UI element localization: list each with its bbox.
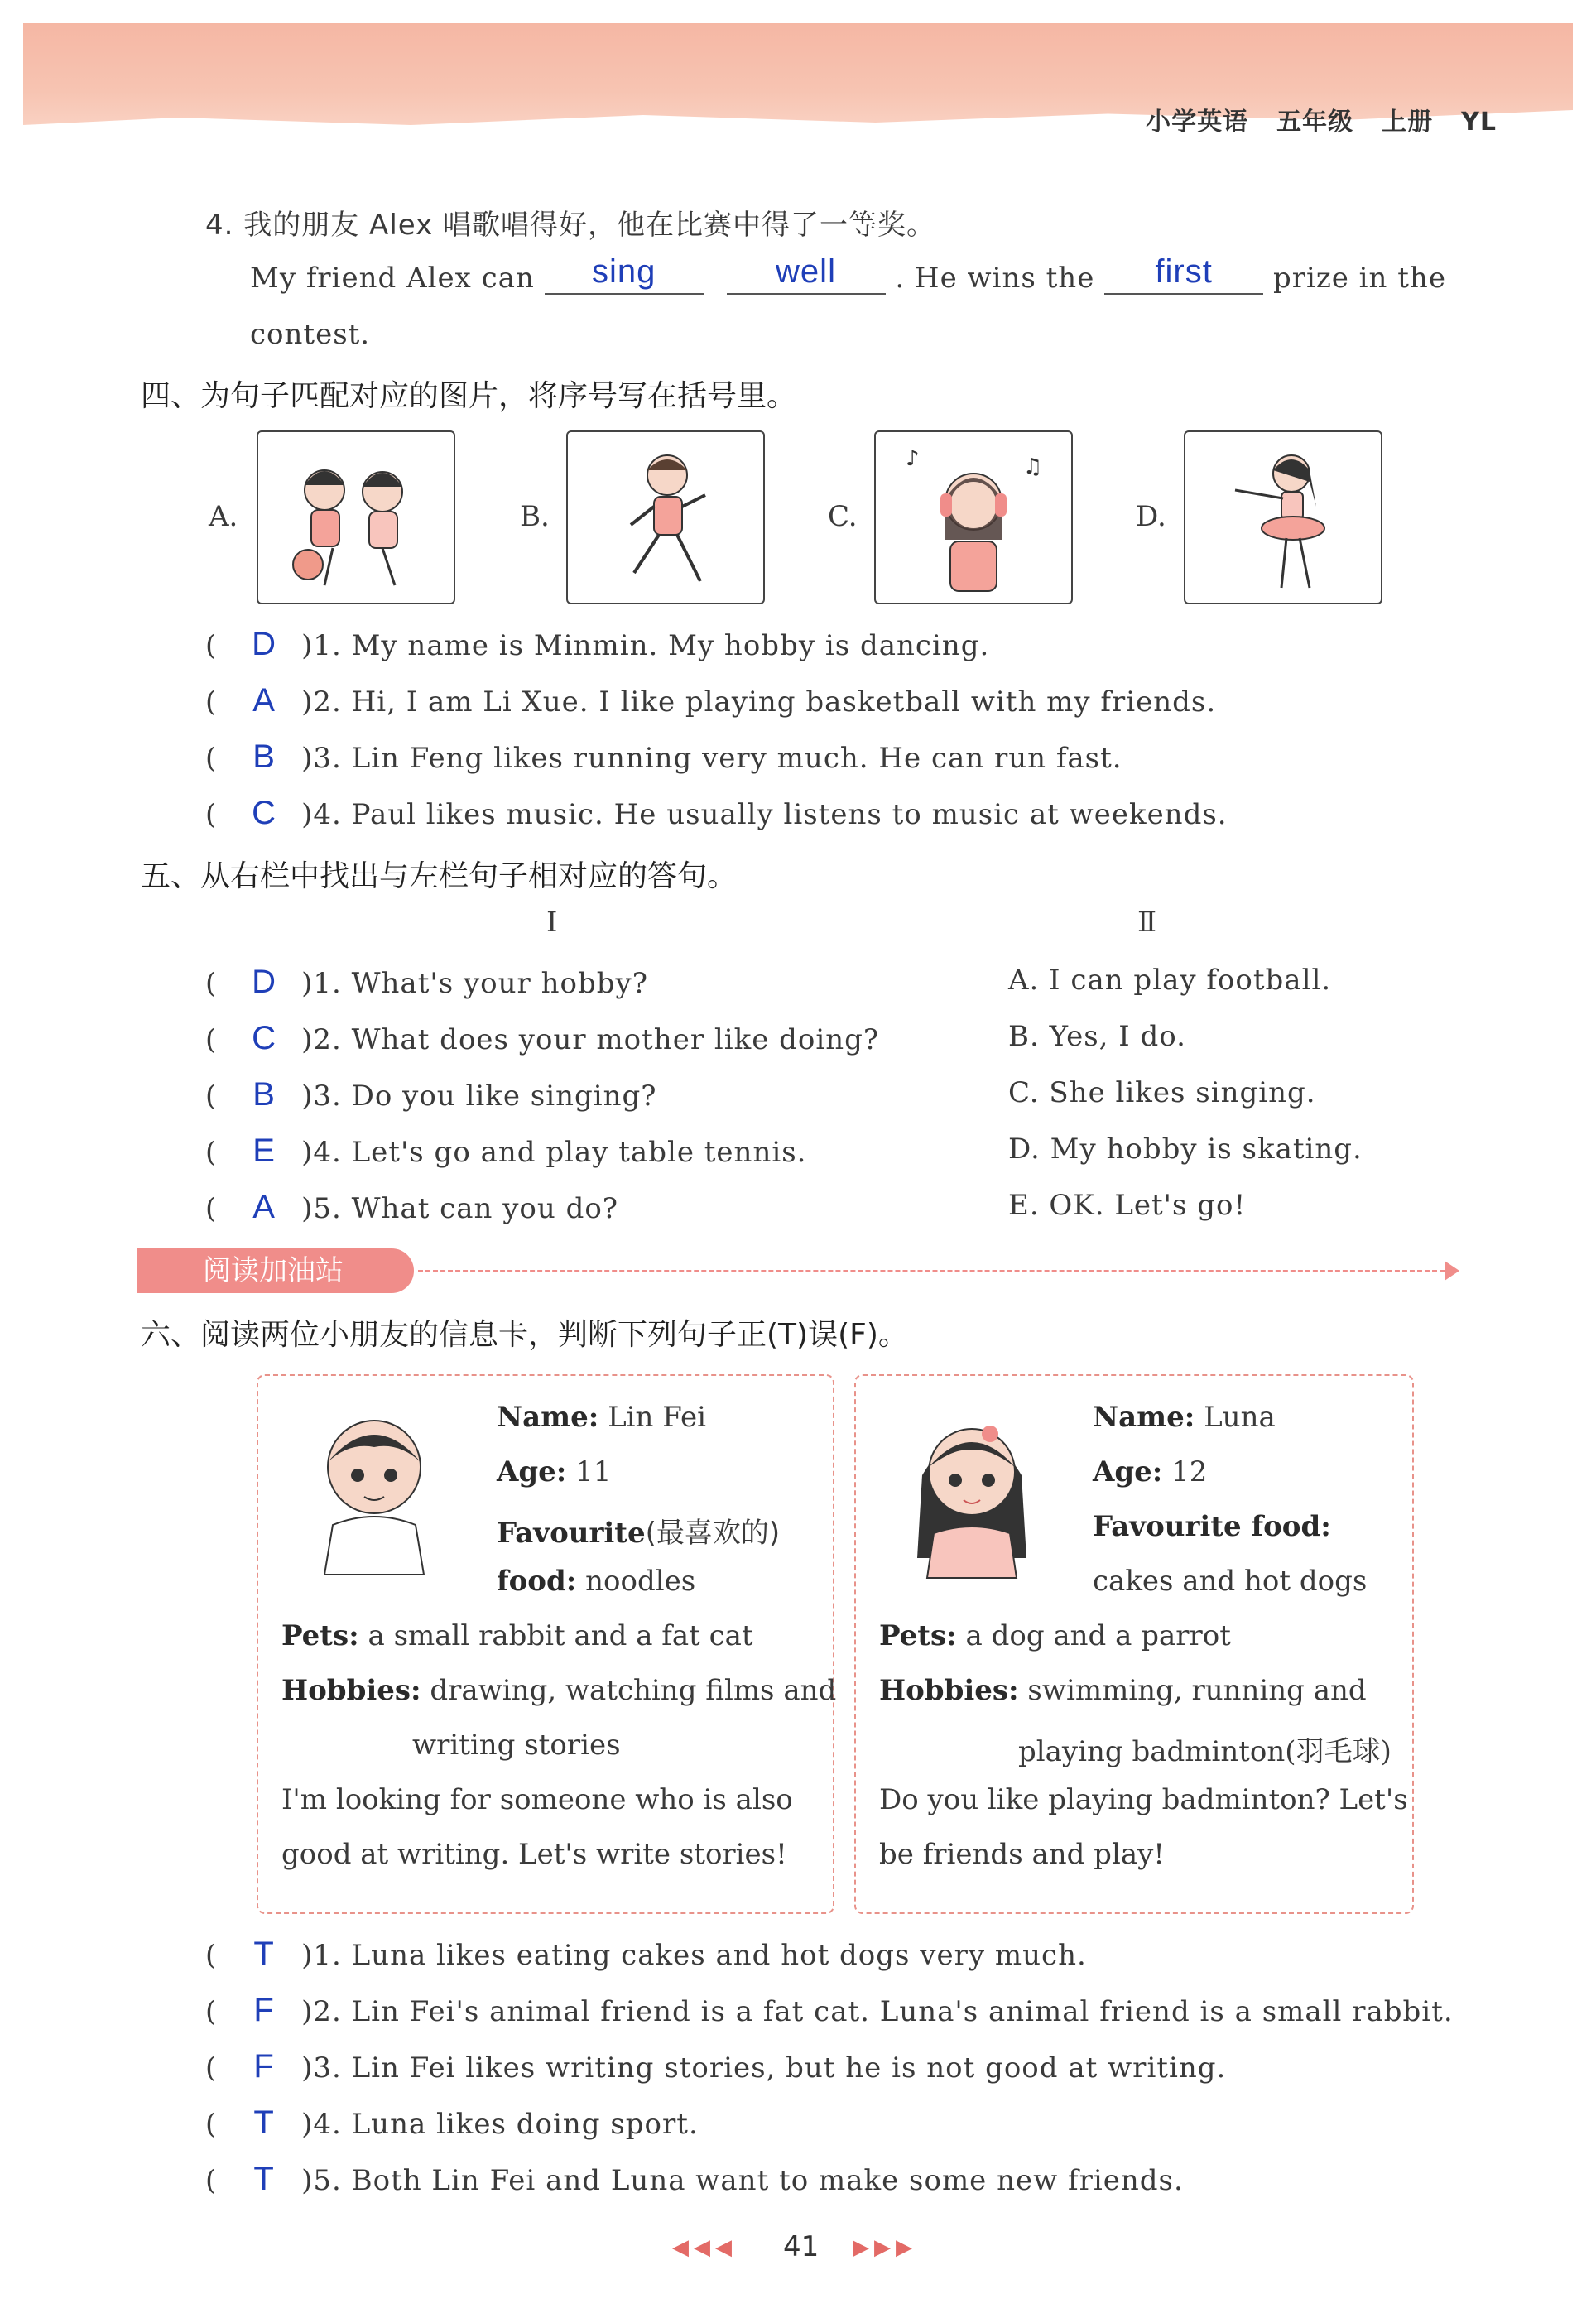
s5-item-2: ( C )2. What does your mother like doing? bbox=[205, 1020, 880, 1056]
reading-section-banner: 阅读加油站 bbox=[137, 1248, 414, 1293]
luna-avatar bbox=[897, 1401, 1046, 1583]
s5-right-e: E. OK. Let's go! bbox=[1008, 1189, 1247, 1222]
running-boy-illustration bbox=[568, 432, 763, 603]
answer-slot[interactable]: C bbox=[252, 795, 277, 831]
s5-item-1: ( D )1. What's your hobby? bbox=[205, 964, 648, 1000]
answer-slot[interactable]: D bbox=[252, 626, 277, 662]
picture-b-running bbox=[566, 430, 765, 604]
pic-label-c: C. bbox=[828, 500, 858, 533]
q4-english: My friend Alex can sing well . He wins the first prize in the bbox=[250, 253, 1446, 295]
girl-headphones-illustration bbox=[876, 432, 1071, 603]
answer-slot[interactable]: B bbox=[252, 1076, 276, 1113]
picture-d-dancing bbox=[1184, 430, 1382, 604]
s6-item-4: ( T )4. Luna likes doing sport. bbox=[205, 2104, 699, 2141]
s5-item-5: ( A )5. What can you do? bbox=[205, 1189, 619, 1225]
book-info: 小学英语 五年级 上册 YL bbox=[1146, 108, 1497, 137]
answer-slot[interactable]: A bbox=[252, 1189, 276, 1225]
page-number: 41 bbox=[783, 2230, 820, 2263]
lin-fei-avatar bbox=[300, 1401, 449, 1583]
answer-slot[interactable]: B bbox=[252, 738, 276, 775]
answer-slot[interactable]: F bbox=[253, 2048, 275, 2085]
s5-item-3: ( B )3. Do you like singing? bbox=[205, 1076, 657, 1113]
s4-item-3: ( B )3. Lin Feng likes running very much. He can run fast. bbox=[205, 738, 1122, 775]
s5-right-a: A. I can play football. bbox=[1008, 964, 1332, 997]
section-5-title: 五、从右栏中找出与左栏句子相对应的答句。 bbox=[141, 859, 738, 893]
s5-right-c: C. She likes singing. bbox=[1008, 1076, 1316, 1109]
answer-slot[interactable]: A bbox=[252, 682, 276, 719]
q4-chinese: 4. 我的朋友 Alex 唱歌唱得好，他在比赛中得了一等奖。 bbox=[205, 209, 936, 242]
arrow-right-icon bbox=[1445, 1261, 1459, 1281]
pic-label-d: D. bbox=[1136, 500, 1166, 533]
s4-item-1: ( D )1. My name is Minmin. My hobby is dancing. bbox=[205, 626, 990, 662]
prev-page-icon[interactable]: ◀◀◀ bbox=[672, 2235, 737, 2260]
s5-right-b: B. Yes, I do. bbox=[1008, 1020, 1186, 1053]
pic-label-a: A. bbox=[209, 500, 238, 533]
q4-english-end: contest. bbox=[250, 318, 371, 351]
blank-3[interactable]: first bbox=[1104, 253, 1263, 295]
answer-slot[interactable]: F bbox=[253, 1992, 275, 2028]
svg-text:♫: ♫ bbox=[1023, 454, 1043, 479]
answer-slot[interactable]: T bbox=[253, 2104, 275, 2141]
s5-right-d: D. My hobby is skating. bbox=[1008, 1133, 1363, 1166]
s4-item-2: ( A )2. Hi, I am Li Xue. I like playing basketball with my friends. bbox=[205, 682, 1217, 719]
banner-divider bbox=[418, 1270, 1445, 1272]
answer-slot[interactable]: E bbox=[252, 1133, 276, 1169]
s6-item-3: ( F )3. Lin Fei likes writing stories, but he is not good at writing. bbox=[205, 2048, 1227, 2085]
answer-slot[interactable]: C bbox=[252, 1020, 277, 1056]
next-page-icon[interactable]: ▶▶▶ bbox=[853, 2235, 917, 2260]
s6-item-5: ( T )5. Both Lin Fei and Luna want to make some new friends. bbox=[205, 2161, 1184, 2197]
column-2-heading: Ⅱ bbox=[1137, 906, 1158, 939]
s6-item-1: ( T )1. Luna likes eating cakes and hot dogs very much. bbox=[205, 1936, 1087, 1972]
blank-1[interactable]: sing bbox=[545, 253, 704, 295]
picture-c-music bbox=[874, 430, 1073, 604]
answer-slot[interactable]: T bbox=[253, 2161, 275, 2197]
s4-item-4: ( C )4. Paul likes music. He usually listens to music at weekends. bbox=[205, 795, 1228, 831]
s6-item-2: ( F )2. Lin Fei's animal friend is a fat cat. Luna's animal friend is a small rabbit. bbox=[205, 1992, 1454, 2028]
info-card-luna: Name: Luna Age: 12 Favourite food: cakes and hot dogs Pets: a dog and a parrot Hobbies: swimming, running and playing badminton(羽毛球) Do you like playing badminton? Let's be friends and play! bbox=[854, 1374, 1414, 1914]
blank-2[interactable]: well bbox=[727, 253, 886, 295]
ballet-girl-illustration bbox=[1185, 432, 1381, 603]
answer-slot[interactable]: D bbox=[252, 964, 277, 1000]
picture-a-basketball bbox=[257, 430, 455, 604]
info-card-lin-fei: Name: Lin Fei Age: 11 Favourite(最喜欢的) food: noodles Pets: a small rabbit and a fat cat Hobbies: drawing, watching films and writing stories I'm looking for someone who is also good at writing. Let's write stories! bbox=[257, 1374, 834, 1914]
s5-item-4: ( E )4. Let's go and play table tennis. bbox=[205, 1133, 807, 1169]
section-6-title: 六、阅读两位小朋友的信息卡，判断下列句子正(T)误(F)。 bbox=[141, 1318, 908, 1352]
column-1-heading: Ⅰ bbox=[546, 906, 559, 939]
basketball-girls-illustration bbox=[258, 432, 454, 603]
svg-text:♪: ♪ bbox=[906, 446, 920, 471]
section-4-title: 四、为句子匹配对应的图片，将序号写在括号里。 bbox=[141, 379, 797, 413]
pic-label-b: B. bbox=[520, 500, 550, 533]
answer-slot[interactable]: T bbox=[253, 1936, 275, 1972]
